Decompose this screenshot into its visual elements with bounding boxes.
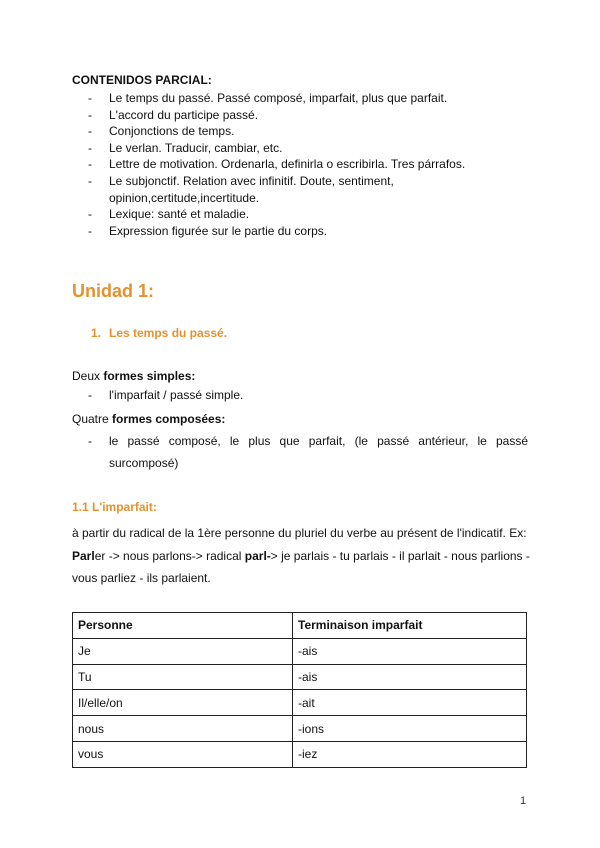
simple-forms-label: formes simples: [103,369,196,383]
list-item: - Le verlan. Traducir, cambiar, etc. [0,140,469,157]
simple-forms-list [0,387,469,404]
page-number: 1 [520,795,527,807]
section-number: 1. [91,326,102,340]
composed-forms-label: formes composées: [112,412,226,426]
list-item: - Lexique: santé et maladie. [0,206,469,223]
contents-list [0,90,469,239]
table-row [73,638,527,664]
list-item: - Expression figurée sur le partie du corps. [0,223,469,240]
list-item: - L'accord du participe passé. [0,107,469,124]
example-radical: parl- [244,548,271,563]
section-title: Les temps du passé. [109,326,228,340]
composed-forms-list [0,430,528,474]
column-header-terminaison: Terminaison imparfait [293,613,527,639]
imparfait-explanation [72,522,532,590]
list-item: - l'imparfait / passé simple. [0,387,469,404]
example-part-2: > je parlais - tu parlais - il parlait - nous parlions - vous parliez - ils parlaient. [72,548,530,585]
contents-title: CONTENIDOS PARCIAL: [72,73,212,87]
table-cell: Tu [73,664,293,690]
list-item: - Le subjonctif. Relation avec infinitif. Doute, sentiment, opinion,certitude,incertitude. [0,173,469,206]
imparfait-rule: à partir du radical de la 1ère personne du pluriel du verbe au présent de l'indicatif. Ex: [72,526,527,540]
simple-forms-line [72,368,195,384]
table-header-row [73,613,527,639]
table-row [73,716,527,742]
imparfait-endings-table [72,612,527,768]
example-stem: Parl [72,548,95,563]
list-item: - Lettre de motivation. Ordenarla, definirla o escribirla. Tres párrafos. [0,156,469,173]
table-cell: vous [73,741,293,767]
table-cell: Je [73,638,293,664]
list-item: - le passé composé, le plus que parfait, (le passé antérieur, le passé surcomposé) [0,430,528,474]
list-item: - Conjonctions de temps. [0,123,469,140]
list-item: - Le temps du passé. Passé composé, imparfait, plus que parfait. [0,90,469,107]
unit-heading: Unidad 1: [72,281,155,301]
composed-forms-line [72,411,225,427]
column-header-personne: Personne [73,613,293,639]
section-heading [91,326,227,340]
table-row [73,664,527,690]
table-cell: -ait [293,690,527,716]
table-cell: Il/elle/on [73,690,293,716]
table-row [73,690,527,716]
table-row [73,741,527,767]
table-cell: -ions [293,716,527,742]
table-cell: -ais [293,664,527,690]
table-cell: -iez [293,741,527,767]
imparfait-heading: 1.1 L'imparfait: [72,500,157,514]
table-cell: -ais [293,638,527,664]
simple-forms-prefix: Deux [72,369,101,383]
table-cell: nous [73,716,293,742]
example-part-1: er -> nous parlons-> radical [94,548,245,563]
composed-forms-prefix: Quatre [72,412,109,426]
